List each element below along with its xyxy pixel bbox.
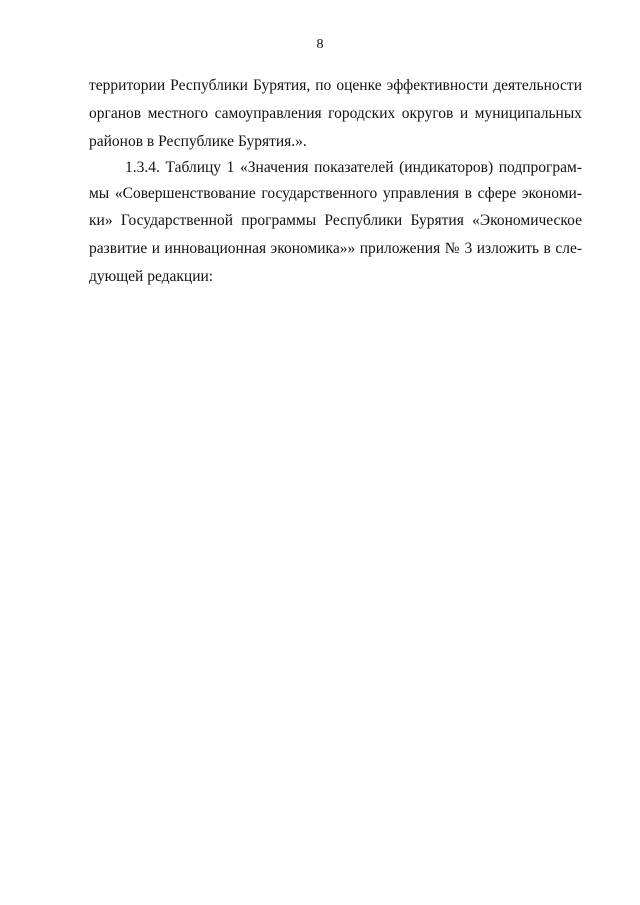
text-line: районов в Республике Бурятия.». xyxy=(89,133,307,150)
text-line: органов местного самоуправления городских округов и муниципальных xyxy=(89,105,582,122)
text-line: дующей редакции: xyxy=(89,268,214,285)
text-line: ки» Государственной программы Республики Бурятия «Экономическое xyxy=(89,212,582,229)
page-number: 8 xyxy=(316,37,324,52)
text-line: 1.3.4. Таблицу 1 «Значения показателей (индикаторов) подпрограм- xyxy=(125,159,582,176)
text-line: развитие и инновационная экономика»» приложения № 3 изложить в сле- xyxy=(89,240,582,257)
text-line: территории Республики Бурятия, по оценке эффективности деятельности xyxy=(89,77,582,94)
text-line: мы «Совершенствование государственного управления в сфере экономи- xyxy=(89,185,582,202)
